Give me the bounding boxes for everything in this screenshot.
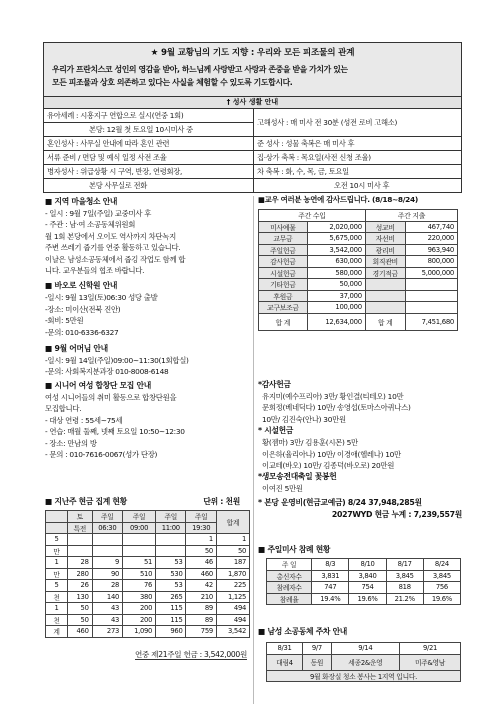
offering-cell: 53 xyxy=(156,580,186,592)
income-item: 교무금 xyxy=(259,233,308,245)
offering-cell: 187 xyxy=(216,557,249,569)
offering-cell: 50 xyxy=(68,603,93,615)
offering-cell: 210 xyxy=(186,591,216,603)
attendance-cell: 3,831 xyxy=(312,570,349,582)
expense-head: 주간 지출 xyxy=(365,210,457,222)
gift-line: 유지미(예수프리아) 3만/ 황인결(티테오) 10만 xyxy=(262,392,404,401)
mothers-section xyxy=(45,343,250,378)
parking-note-row xyxy=(267,670,461,682)
guide-cell: 본당: 12월 첫 토요일 10시미사 중 xyxy=(44,123,254,137)
offering-cell: 273 xyxy=(92,626,122,638)
attendance-head-cell: 8/10 xyxy=(349,559,386,571)
offering-unit: 단위 : 천원 xyxy=(203,497,240,506)
finance-row xyxy=(259,290,458,302)
finance-row xyxy=(259,244,458,256)
parking-title: ■ 남성 소공동체 주차 안내 xyxy=(258,627,348,636)
guide-cell: 혼인성사 : 사무실 안내에 따라 혼인 관련 xyxy=(44,137,254,151)
offering-cell: 26 xyxy=(68,580,93,592)
offering-cell xyxy=(123,534,156,546)
attendance-cell: 756 xyxy=(423,582,460,594)
seminary-line: -문의: 010-6336-6327 xyxy=(45,327,119,337)
gifts-heading: *감사헌금 xyxy=(258,380,291,389)
choir-line: - 장소: 만남의 방 xyxy=(45,438,97,448)
offering-cell: 89 xyxy=(186,603,216,615)
offering-label: 5 xyxy=(46,580,68,592)
attendance-cell: 19.6% xyxy=(423,593,460,605)
offering-row xyxy=(46,545,250,557)
guide-row xyxy=(44,165,462,179)
choir-line: - 대상 연령 : 55세~75세 xyxy=(45,415,123,425)
offering-cell xyxy=(92,534,122,546)
offering-cell: 140 xyxy=(92,591,122,603)
total-label: 합 계 xyxy=(365,313,405,330)
banner-line: 우리가 프란치스코 성인의 영감을 받아, 하느님께 사랑받고 사랑과 존중을 받을 가치가 있는 xyxy=(52,65,348,74)
attendance-cell: 3,845 xyxy=(386,570,423,582)
attendance-cell: 19.4% xyxy=(312,593,349,605)
attendance-title: ■ 주일미사 참례 현황 xyxy=(258,545,331,554)
guide-row xyxy=(44,109,462,123)
attendance-head-cell: 8/24 xyxy=(423,559,460,571)
gift-line: 이교테(바오) 10만/ 김종덕(바오로) 20만원 xyxy=(262,461,395,471)
total-income: 12,634,000 xyxy=(307,313,365,330)
offering-head-cell: 합계 xyxy=(216,511,249,534)
mothers-line: -일시: 9월 14일(주일)09:00~11:30(1회합실) xyxy=(45,356,189,366)
banner-text xyxy=(44,58,461,89)
income-item: 시설헌금 xyxy=(259,267,308,279)
offering-cell: 50 xyxy=(68,614,93,626)
gifts-section xyxy=(258,379,468,521)
income-item: 후원금 xyxy=(259,290,308,302)
offering-footer xyxy=(45,649,250,660)
offering-cell: 225 xyxy=(216,580,249,592)
finance-section xyxy=(258,194,465,331)
offering-cell: 1,870 xyxy=(216,568,249,580)
expense-item: 성교비 xyxy=(365,221,405,233)
attendance-head-row xyxy=(267,559,461,571)
finance-row xyxy=(259,221,458,233)
prayer-intention-banner xyxy=(43,42,462,97)
parking-group: 미주&영남 xyxy=(399,654,460,670)
offering-cell xyxy=(156,545,186,557)
offering-cell: 530 xyxy=(156,568,186,580)
offering-head-cell xyxy=(46,511,68,523)
guide-cell: 서류 준비 / 면담 및 예식 일정 사전 조율 xyxy=(44,151,254,165)
offering-head-cell: 토 xyxy=(68,511,93,523)
finance-row xyxy=(259,279,458,291)
offering-head-row xyxy=(46,511,250,523)
cleanup-section xyxy=(45,196,250,276)
offering-cell: 1 xyxy=(216,534,249,546)
parking-table xyxy=(266,642,461,682)
seminary-line: -회비: 5만원 xyxy=(45,316,84,326)
offering-cell: 43 xyxy=(92,614,122,626)
offering-cell: 494 xyxy=(216,603,249,615)
expense-amount: 800,000 xyxy=(405,256,457,268)
offering-cell: 1,090 xyxy=(123,626,156,638)
choir-line: 여성 시니어들의 취미 활동으로 합창단원을 xyxy=(45,392,177,402)
attendance-cell: 3,845 xyxy=(423,570,460,582)
offering-head-cell: 주일 xyxy=(186,511,216,523)
offering-cell xyxy=(123,545,156,557)
attendance-body xyxy=(267,570,461,605)
offering-head-cell: 주일 xyxy=(123,511,156,523)
offering-row xyxy=(46,614,250,626)
offering-cell: 759 xyxy=(186,626,216,638)
guide-cell: 본당 사무실로 전화 xyxy=(44,179,254,193)
choir-line: - 연습: 매월 둘째, 넷째 토요일 10:50~12:30 xyxy=(45,427,185,437)
guide-row xyxy=(44,151,462,165)
gifts-heading: * 시설헌금 xyxy=(258,426,294,436)
finance-row xyxy=(259,267,458,279)
guide-cell: 병자성사 : 위급상황 시 구역, 반장, 연령회장, xyxy=(44,165,254,179)
parking-group: 대림4 xyxy=(267,654,303,670)
cleanup-title: ■ 지역 마을청소 안내 xyxy=(45,197,118,206)
guide-cell: 집·상가 축복 : 목요일(사전 신청 조율) xyxy=(254,151,462,165)
income-amount: 5,675,000 xyxy=(307,233,365,245)
expense-amount: 467,740 xyxy=(405,221,457,233)
offering-cell xyxy=(92,545,122,557)
finance-row xyxy=(259,302,458,314)
income-item: 감사헌금 xyxy=(259,256,308,268)
offering-row xyxy=(46,591,250,603)
attendance-head-cell: 8/3 xyxy=(312,559,349,571)
finance-title: ■교우 여러분 농연에 감사드립니다. (8/18~8/24) xyxy=(258,195,418,204)
offering-row xyxy=(46,568,250,580)
expense-item xyxy=(365,302,405,314)
attendance-head-cell: 8/17 xyxy=(386,559,423,571)
offering-label: 1 xyxy=(46,603,68,615)
offering-label: 5 xyxy=(46,534,68,546)
offering-label: 계 xyxy=(46,626,68,638)
income-amount: 50,000 xyxy=(307,279,365,291)
offering-label: 만 xyxy=(46,545,68,557)
guide-cell: 차 축복 : 화, 수, 목, 금, 토요일 xyxy=(254,165,462,179)
parking-date-row xyxy=(267,643,461,655)
sacrament-guide-table xyxy=(43,108,462,193)
offering-title: ■ 지난주 현금 집계 현황 xyxy=(45,497,127,506)
offering-cell: 46 xyxy=(186,557,216,569)
seminary-line: -일시: 9월 13일(토)06:30 성당 출발 xyxy=(45,293,158,303)
income-item: 미사예물 xyxy=(259,221,308,233)
offering-cell: 115 xyxy=(156,614,186,626)
expense-amount: 220,000 xyxy=(405,233,457,245)
offering-total-text: 연중 제21주일 헌금 : 3,542,000원 xyxy=(134,649,247,659)
expense-item: 자선비 xyxy=(365,233,405,245)
offering-head-cell: 주일 xyxy=(156,511,186,523)
parking-group: 동원 xyxy=(303,654,332,670)
offering-cell: 9 xyxy=(92,557,122,569)
offering-cell: 28 xyxy=(92,580,122,592)
income-amount: 3,542,000 xyxy=(307,244,365,256)
attendance-cell: 747 xyxy=(312,582,349,594)
guide-cell: 고해성사 : 매 미사 전 30분 (성전 로비 고해소) xyxy=(254,109,462,137)
offering-cell: 115 xyxy=(156,603,186,615)
income-item: 기타헌금 xyxy=(259,279,308,291)
offering-summary xyxy=(45,496,250,660)
offering-head-cell: 06:30 xyxy=(92,522,122,534)
offering-head-cell: 주일 xyxy=(92,511,122,523)
offering-cell: 265 xyxy=(156,591,186,603)
gifts-heading: *생모송전대축일 꽃봉헌 xyxy=(258,472,337,482)
finance-body xyxy=(259,221,458,313)
attendance-cell: 19.6% xyxy=(349,593,386,605)
offering-row xyxy=(46,603,250,615)
offering-cell: 380 xyxy=(123,591,156,603)
attendance-cell: 3,840 xyxy=(349,570,386,582)
offering-cell xyxy=(68,534,93,546)
finance-row xyxy=(259,256,458,268)
offering-cell: 51 xyxy=(123,557,156,569)
income-amount: 580,000 xyxy=(307,267,365,279)
banner-line: 모든 피조물과 상호 의존하고 있다는 사실을 체험할 수 있도록 기도합시다. xyxy=(52,78,293,87)
guide-cell: 준 성사 : 성물 축복은 매 미사 후 xyxy=(254,137,462,151)
expense-amount: 963,940 xyxy=(405,244,457,256)
cleanup-line: 주변 쓰레기 줍기를 연중 활동하고 있습니다. xyxy=(45,243,181,253)
attendance-row xyxy=(267,570,461,582)
income-head: 주간 수입 xyxy=(259,210,366,222)
offering-cell: 53 xyxy=(156,557,186,569)
finance-head-row xyxy=(259,210,458,222)
parking-group-row xyxy=(267,654,461,670)
expense-amount xyxy=(405,302,457,314)
offering-head-cell: 11:00 xyxy=(156,522,186,534)
expense-amount xyxy=(405,279,457,291)
parking-section xyxy=(258,626,465,682)
seminary-line: -장소: 미이산(전북 진안) xyxy=(45,304,121,314)
offering-cell: 50 xyxy=(216,545,249,557)
total-label: 합 계 xyxy=(259,313,308,330)
attendance-cell: 총신자수 xyxy=(267,570,312,582)
guide-cell: 오전 10시 미사 후 xyxy=(254,179,462,193)
gift-line: 문희정(베네딕다) 10만/ 송영섭(토마스아퀴나스) xyxy=(262,403,411,413)
parking-date: 9/21 xyxy=(399,643,460,655)
seminary-title: ■ 바오로 신학원 안내 xyxy=(45,281,118,291)
expense-item: 회직관비 xyxy=(365,256,405,268)
attendance-head-cell: 주 일 xyxy=(267,559,312,571)
offering-cell: 130 xyxy=(68,591,93,603)
choir-section xyxy=(45,380,250,460)
parking-date: 9/7 xyxy=(303,643,332,655)
offering-label: 1 xyxy=(46,557,68,569)
attendance-cell: 754 xyxy=(349,582,386,594)
offering-cell: 460 xyxy=(68,626,93,638)
offering-cell xyxy=(68,545,93,557)
attendance-cell: 참례율 xyxy=(267,593,312,605)
cleanup-line: 니다. 교우분들의 협조 바랍니다. xyxy=(45,266,145,276)
offering-head-cell: 09:00 xyxy=(123,522,156,534)
offering-cell: 200 xyxy=(123,614,156,626)
expense-item: 경기적금 xyxy=(365,267,405,279)
wyd-total: 2027WYD 현금 누계 : 7,239,557원 xyxy=(331,509,462,519)
offering-row xyxy=(46,626,250,638)
expense-item xyxy=(365,290,405,302)
income-item: 주일헌금 xyxy=(259,244,308,256)
attendance-row xyxy=(267,582,461,594)
income-amount: 630,000 xyxy=(307,256,365,268)
offering-head-cell xyxy=(46,522,68,534)
choir-line: - 문의 : 010-7616-0067(성가 단장) xyxy=(45,449,158,459)
guide-row xyxy=(44,137,462,151)
choir-line: 모집합니다. xyxy=(45,404,82,414)
attendance-section xyxy=(258,544,465,605)
offering-row xyxy=(46,580,250,592)
attendance-cell: 21.2% xyxy=(386,593,423,605)
cleanup-line: - 주관 : 남·여 소공동체위원회 xyxy=(45,220,136,230)
income-amount: 100,000 xyxy=(307,302,365,314)
attendance-row xyxy=(267,593,461,605)
gift-line: 이은하(율리아나) 10만/ 이경애(헬레나) 10만 xyxy=(262,449,401,459)
mothers-line: -문의: 사회복지분과장 010-8008-6148 xyxy=(45,367,169,377)
offering-header xyxy=(45,496,250,508)
offering-cell: 42 xyxy=(186,580,216,592)
column-divider xyxy=(253,196,254,704)
cleanup-line: 월 1회 본당에서 오이도 역사까지 차단녹지 xyxy=(45,231,176,241)
offering-cell: 43 xyxy=(92,603,122,615)
attendance-cell: 참례자수 xyxy=(267,582,312,594)
attendance-table xyxy=(266,558,461,605)
offering-cell: 494 xyxy=(216,614,249,626)
offering-cell: 50 xyxy=(186,545,216,557)
offering-cell xyxy=(156,534,186,546)
guide-row xyxy=(44,179,462,193)
offering-cell: 28 xyxy=(68,557,93,569)
cleanup-line: - 일시 : 9월 7일(주일) 교중미사 후 xyxy=(45,209,152,218)
gift-line: 황(젬마) 3만/ 김용훈(시몬) 5만 xyxy=(262,438,358,448)
finance-table xyxy=(258,209,458,331)
offering-table xyxy=(45,510,250,638)
offering-cell: 76 xyxy=(123,580,156,592)
offering-cell: 1,125 xyxy=(216,591,249,603)
attendance-cell: 818 xyxy=(386,582,423,594)
offering-cell: 200 xyxy=(123,603,156,615)
offering-head-cell: 특전 xyxy=(68,522,93,534)
guide-cell: 유아세례 : 시흥지구 연합으로 실시(연중 1회) xyxy=(44,109,254,123)
expense-item: 광리비 xyxy=(365,244,405,256)
seminary-section xyxy=(45,280,250,338)
gift-line: 10만/ 김진숙(안나) 30만원 xyxy=(262,414,346,424)
mothers-title: ■ 9월 어머님 안내 xyxy=(45,344,108,354)
finance-total-row xyxy=(259,313,458,330)
offering-body xyxy=(46,534,250,638)
gift-line: 이여진 5만원 xyxy=(262,484,303,494)
expense-amount: 5,000,000 xyxy=(405,267,457,279)
offering-cell: 89 xyxy=(186,614,216,626)
finance-row xyxy=(259,233,458,245)
choir-title: ■ 시니어 여성 합창단 모집 안내 xyxy=(45,380,151,390)
parking-group: 세종2&운영 xyxy=(331,654,399,670)
offering-row xyxy=(46,557,250,569)
offering-cell: 3,542 xyxy=(216,626,249,638)
expense-item xyxy=(365,279,405,291)
income-amount: 2,020,000 xyxy=(307,221,365,233)
parking-date: 8/31 xyxy=(267,643,303,655)
left-column xyxy=(45,196,250,460)
offering-label: 천 xyxy=(46,614,68,626)
total-expense: 7,451,680 xyxy=(405,313,457,330)
offering-cell: 460 xyxy=(186,568,216,580)
parking-date: 9/14 xyxy=(331,643,399,655)
cleaning-note: 9월 화장실 청소 봉사는 1지역 입니다. xyxy=(267,670,461,682)
income-item: 교구보조금 xyxy=(259,302,308,314)
offering-cell: 90 xyxy=(92,568,122,580)
cleanup-line: 이날은 남성소공동체에서 줍깅 작업도 함께 합 xyxy=(45,254,186,264)
expense-amount xyxy=(405,290,457,302)
operating-fund: * 본당 운영비(현금교예금) 8/24 37,948,285원 xyxy=(258,497,422,507)
offering-label: 만 xyxy=(46,568,68,580)
sacrament-guide-header: † 성사 생활 안내 xyxy=(43,97,462,108)
offering-row xyxy=(46,534,250,546)
income-amount: 37,000 xyxy=(307,290,365,302)
banner-title: ★ 9월 교황님의 기도 지향 : 우리와 모든 피조물의 관계 xyxy=(150,48,355,58)
offering-cell: 510 xyxy=(123,568,156,580)
offering-cell: 960 xyxy=(156,626,186,638)
offering-label: 천 xyxy=(46,591,68,603)
offering-cell: 1 xyxy=(186,534,216,546)
offering-head-cell: 19:30 xyxy=(186,522,216,534)
offering-cell: 280 xyxy=(68,568,93,580)
